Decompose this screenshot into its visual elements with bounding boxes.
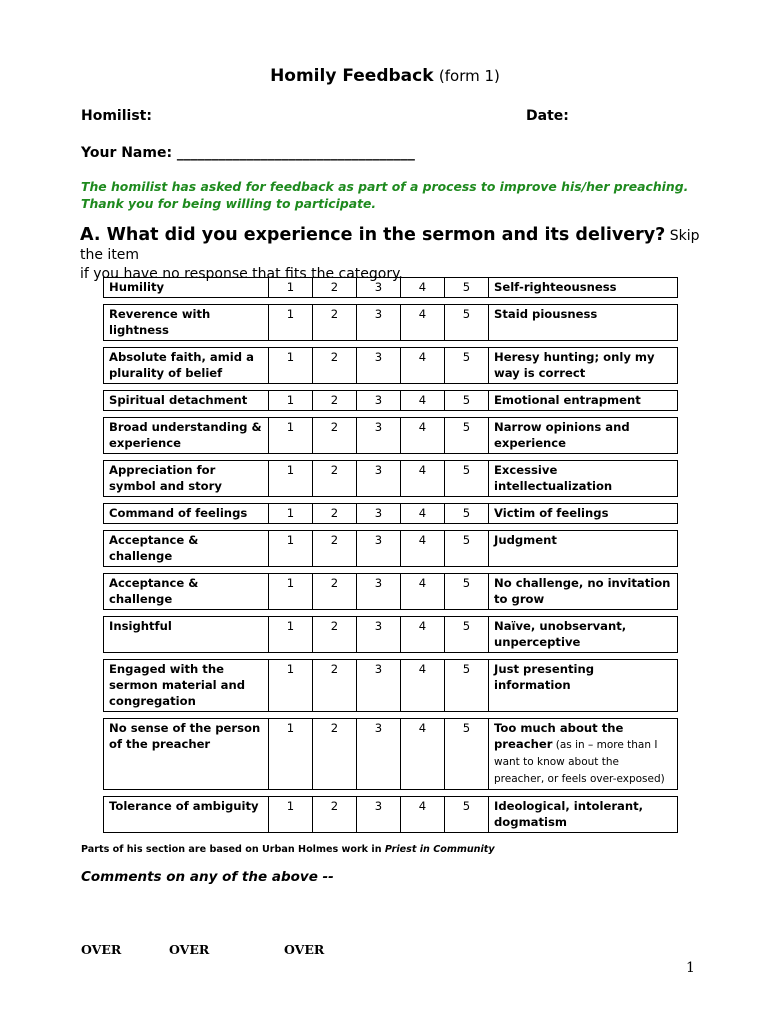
negative-trait: Ideological, intolerant, dogmatism bbox=[494, 799, 644, 829]
rating-3[interactable]: 3 bbox=[357, 418, 401, 454]
negative-trait-cell bbox=[489, 617, 678, 653]
negative-trait-cell bbox=[489, 797, 678, 833]
negative-trait-cell bbox=[489, 278, 678, 298]
section-a-heading-block bbox=[80, 226, 720, 284]
rating-2[interactable]: 2 bbox=[313, 391, 357, 411]
rating-1[interactable]: 1 bbox=[269, 418, 313, 454]
positive-trait: Insightful bbox=[104, 617, 269, 653]
rating-3[interactable]: 3 bbox=[357, 391, 401, 411]
table-row bbox=[104, 504, 678, 524]
rating-4[interactable]: 4 bbox=[401, 719, 445, 790]
rating-1[interactable]: 1 bbox=[269, 278, 313, 298]
negative-trait-cell bbox=[489, 574, 678, 610]
title-main: Homily Feedback bbox=[270, 66, 434, 86]
rating-2[interactable]: 2 bbox=[313, 719, 357, 790]
rating-2[interactable]: 2 bbox=[313, 278, 357, 298]
rating-3[interactable]: 3 bbox=[357, 461, 401, 497]
rating-5[interactable]: 5 bbox=[445, 574, 489, 610]
positive-trait: Engaged with the sermon material and congregation bbox=[104, 660, 269, 712]
rating-5[interactable]: 5 bbox=[445, 797, 489, 833]
rating-4[interactable]: 4 bbox=[401, 531, 445, 567]
rating-2[interactable]: 2 bbox=[313, 574, 357, 610]
table-row bbox=[104, 660, 678, 712]
rating-2[interactable]: 2 bbox=[313, 504, 357, 524]
rating-5[interactable]: 5 bbox=[445, 348, 489, 384]
negative-trait: Naïve, unobservant, unperceptive bbox=[494, 619, 627, 649]
rating-1[interactable]: 1 bbox=[269, 797, 313, 833]
rating-2[interactable]: 2 bbox=[313, 305, 357, 341]
negative-trait: Excessive intellectualization bbox=[494, 463, 613, 493]
negative-trait-note: (as in – more than I want to know about the preacher, or feels over-exposed) bbox=[494, 739, 665, 785]
rating-4[interactable]: 4 bbox=[401, 305, 445, 341]
rating-2[interactable]: 2 bbox=[313, 348, 357, 384]
positive-trait: Acceptance & challenge bbox=[104, 531, 269, 567]
table-row bbox=[104, 719, 678, 790]
rating-3[interactable]: 3 bbox=[357, 574, 401, 610]
rating-2[interactable]: 2 bbox=[313, 797, 357, 833]
source-footnote bbox=[81, 844, 495, 855]
positive-trait: Spiritual detachment bbox=[104, 391, 269, 411]
rating-2[interactable]: 2 bbox=[313, 461, 357, 497]
negative-trait-cell bbox=[489, 531, 678, 567]
table-row bbox=[104, 305, 678, 341]
positive-trait: Broad understanding & experience bbox=[104, 418, 269, 454]
rating-3[interactable]: 3 bbox=[357, 797, 401, 833]
rating-2[interactable]: 2 bbox=[313, 531, 357, 567]
rating-2[interactable]: 2 bbox=[313, 418, 357, 454]
rating-5[interactable]: 5 bbox=[445, 504, 489, 524]
section-a-instruction-2: if you have no response that fits the category. bbox=[80, 266, 403, 282]
rating-5[interactable]: 5 bbox=[445, 278, 489, 298]
title-sub: (form 1) bbox=[438, 67, 500, 85]
rating-5[interactable]: 5 bbox=[445, 461, 489, 497]
rating-4[interactable]: 4 bbox=[401, 278, 445, 298]
date-label: Date: bbox=[526, 108, 569, 124]
negative-trait-cell bbox=[489, 660, 678, 712]
rating-4[interactable]: 4 bbox=[401, 797, 445, 833]
page-number: 1 bbox=[686, 960, 695, 976]
positive-trait: Reverence with lightness bbox=[104, 305, 269, 341]
table-row bbox=[104, 617, 678, 653]
comments-label: Comments on any of the above -- bbox=[81, 869, 334, 885]
rating-3[interactable]: 3 bbox=[357, 305, 401, 341]
rating-2[interactable]: 2 bbox=[313, 660, 357, 712]
table-row bbox=[104, 797, 678, 833]
rating-5[interactable]: 5 bbox=[445, 531, 489, 567]
table-row bbox=[104, 278, 678, 298]
positive-trait: Command of feelings bbox=[104, 504, 269, 524]
rating-4[interactable]: 4 bbox=[401, 574, 445, 610]
positive-trait: Tolerance of ambiguity bbox=[104, 797, 269, 833]
rating-5[interactable]: 5 bbox=[445, 391, 489, 411]
negative-trait: Victim of feelings bbox=[494, 506, 609, 520]
negative-trait: Self-righteousness bbox=[494, 280, 617, 294]
negative-trait: Staid piousness bbox=[494, 307, 598, 321]
rating-1[interactable]: 1 bbox=[269, 348, 313, 384]
rating-5[interactable]: 5 bbox=[445, 617, 489, 653]
negative-trait: Just presenting information bbox=[494, 662, 595, 692]
rating-4[interactable]: 4 bbox=[401, 418, 445, 454]
rating-1[interactable]: 1 bbox=[269, 719, 313, 790]
positive-trait: Appreciation for symbol and story bbox=[104, 461, 269, 497]
your-name-label: Your Name: __________________________________ bbox=[81, 145, 415, 161]
positive-trait: Humility bbox=[104, 278, 269, 298]
negative-trait: Heresy hunting; only my way is correct bbox=[494, 350, 655, 380]
page-title bbox=[0, 66, 770, 86]
rating-4[interactable]: 4 bbox=[401, 617, 445, 653]
positive-trait: Absolute faith, amid a plurality of belief bbox=[104, 348, 269, 384]
rating-3[interactable]: 3 bbox=[357, 348, 401, 384]
section-a-heading: A. What did you experience in the sermon and its delivery? bbox=[80, 225, 666, 245]
negative-trait-cell bbox=[489, 461, 678, 497]
rating-4[interactable]: 4 bbox=[401, 348, 445, 384]
negative-trait-cell bbox=[489, 305, 678, 341]
rating-1[interactable]: 1 bbox=[269, 305, 313, 341]
rating-3[interactable]: 3 bbox=[357, 617, 401, 653]
negative-trait-cell bbox=[489, 418, 678, 454]
over-label-1: OVER bbox=[81, 942, 122, 957]
rating-1[interactable]: 1 bbox=[269, 574, 313, 610]
section-a-instruction-1: Skip the item bbox=[80, 228, 700, 263]
positive-trait: Acceptance & challenge bbox=[104, 574, 269, 610]
rating-2[interactable]: 2 bbox=[313, 617, 357, 653]
rating-5[interactable]: 5 bbox=[445, 418, 489, 454]
rating-4[interactable]: 4 bbox=[401, 504, 445, 524]
rating-1[interactable]: 1 bbox=[269, 617, 313, 653]
rating-1[interactable]: 1 bbox=[269, 660, 313, 712]
negative-trait-cell bbox=[489, 719, 678, 790]
rating-3[interactable]: 3 bbox=[357, 504, 401, 524]
homilist-label: Homilist: bbox=[81, 108, 152, 124]
rating-4[interactable]: 4 bbox=[401, 461, 445, 497]
rating-3[interactable]: 3 bbox=[357, 719, 401, 790]
table-row bbox=[104, 574, 678, 610]
negative-trait: Judgment bbox=[494, 533, 557, 547]
rating-5[interactable]: 5 bbox=[445, 660, 489, 712]
table-row bbox=[104, 531, 678, 567]
intro-line-1: The homilist has asked for feedback as part of a process to improve his/her preaching. bbox=[81, 179, 689, 194]
rating-table bbox=[103, 277, 678, 833]
negative-trait: No challenge, no invitation to grow bbox=[494, 576, 671, 606]
negative-trait: Narrow opinions and experience bbox=[494, 420, 630, 450]
negative-trait-cell bbox=[489, 348, 678, 384]
rating-3[interactable]: 3 bbox=[357, 278, 401, 298]
rating-5[interactable]: 5 bbox=[445, 305, 489, 341]
rating-3[interactable]: 3 bbox=[357, 660, 401, 712]
rating-1[interactable]: 1 bbox=[269, 461, 313, 497]
rating-3[interactable]: 3 bbox=[357, 531, 401, 567]
table-row bbox=[104, 461, 678, 497]
rating-4[interactable]: 4 bbox=[401, 660, 445, 712]
rating-1[interactable]: 1 bbox=[269, 391, 313, 411]
negative-trait-cell bbox=[489, 504, 678, 524]
intro-text bbox=[81, 178, 721, 212]
table-row bbox=[104, 348, 678, 384]
rating-1[interactable]: 1 bbox=[269, 531, 313, 567]
negative-trait: Emotional entrapment bbox=[494, 393, 641, 407]
table-row bbox=[104, 418, 678, 454]
intro-line-2: Thank you for being willing to participate. bbox=[81, 196, 377, 211]
negative-trait: Too much about the preacher bbox=[494, 721, 624, 751]
footnote-text: Parts of his section are based on Urban Holmes work in bbox=[81, 844, 385, 855]
rating-1[interactable]: 1 bbox=[269, 504, 313, 524]
positive-trait: No sense of the person of the preacher bbox=[104, 719, 269, 790]
footnote-book-title: Priest in Community bbox=[384, 844, 495, 855]
table-row bbox=[104, 391, 678, 411]
rating-5[interactable]: 5 bbox=[445, 719, 489, 790]
over-label-3: OVER bbox=[284, 942, 325, 957]
negative-trait-cell bbox=[489, 391, 678, 411]
over-label-2: OVER bbox=[169, 942, 210, 957]
rating-4[interactable]: 4 bbox=[401, 391, 445, 411]
